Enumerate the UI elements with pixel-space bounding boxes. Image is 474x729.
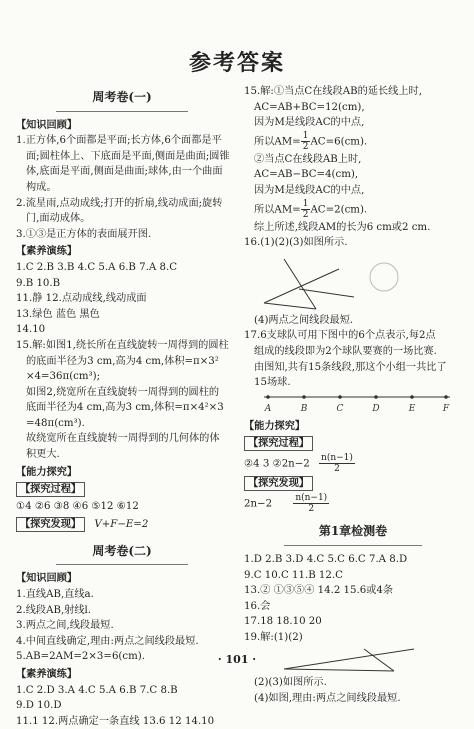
fill-answers: 11.静 12.点动成线,线动成面 [16,293,147,305]
answer-line: 11.1 12.两点确定一条直线 13.6 12 14.10 [16,715,215,727]
text-line: AC=AB−BC=4(cm), [254,169,359,181]
text-line: 体,底面是平面,侧面是曲面;球体,由一个曲面 [26,166,223,178]
left-column [16,84,228,729]
point-label-c: C [336,403,344,414]
text-line: 组成的线段即为2个球队要赛的一场比赛. [254,345,437,357]
answer-line: 4.中间直线确定,理由:两点之间线段最短. [16,635,199,647]
text-line: =48π(cm³). [26,417,85,429]
text-line: 1.正方体,6个面都是平面;长方体,6个面都是平 [16,135,222,147]
line-segment [284,259,316,309]
point-c [338,395,342,399]
section-title: 第1章检测卷 [318,524,388,539]
fraction-denominator: 2 [308,504,315,515]
fraction-denominator: 2 [302,141,309,152]
answer-line: 1.直线AB,直线a. [16,589,94,601]
text-line: 15.解:①当点C在线段AB的延长线上时, [244,86,422,97]
heading-process: 【探究过程】 [16,482,85,497]
fill-answers-2: 13.绿色 蓝色 黑色 [16,308,100,320]
text-line [244,199,462,220]
text-line: AC=AB+BC=12(cm), [254,101,365,113]
answer-line: 16.会 [244,600,271,612]
answer-16-figure [244,251,444,313]
text-line: 底面半径为4 cm,高为3 cm,体积=π×4²×3 [26,402,224,414]
text-line: 构成。 [26,181,57,193]
answer-line: (2)(3)如图所示. [254,677,327,689]
answer-15-right [244,84,462,235]
fraction-numerator: n(n−1) [321,453,353,464]
choice-answers: 1.C 2.B 3.B 4.C 5.A 6.B 7.A 8.C [16,261,177,273]
answer-line: 13.② ①③⑤④ 14.2 15.6或4条 [244,585,394,597]
text-line: 积更大. [26,449,60,461]
answer-15 [16,338,228,463]
fraction-numerator: n(n−1) [295,493,328,504]
point-b [302,395,306,399]
answer-line: 3.两点之间,线段最短. [16,620,114,632]
point-d [374,395,378,399]
text-fragment: 2n−2 [244,498,273,510]
answer-16-reason: (4)两点之间线段最短. [254,314,354,326]
text-line: 因为M是线段AC的中点, [254,184,365,196]
point-label-e: E [408,403,416,414]
answer-16: 16.(1)(2)(3)如图所示. [244,237,348,249]
point-label-d: D [372,403,380,414]
answer-line: 17.18 18.10 20 [244,616,322,628]
heading-finding: 【探究发现】 [16,517,85,532]
answer-line: 9.D 10.D [16,700,62,712]
text-line: 门,面动成体。 [26,213,91,225]
section-weekly-test-2 [16,544,228,566]
answer-line: 1.D 2.B 3.D 4.C 5.C 6.C 7.A 8.D [244,553,408,565]
text-line [244,131,462,152]
fraction [319,453,355,474]
answer-17 [244,328,462,390]
answer-2 [16,196,228,227]
answer-1 [16,133,228,195]
answer-line: 19.解:(1)(2) [244,631,303,643]
heading-ability-right: 【能力探究】 [244,419,306,432]
text-fragment: AC=6(cm). [310,136,368,148]
answer-line: (4)如图,理由:两点之间线段最短. [254,693,401,705]
section-title: 周考卷(一) [92,90,152,104]
section-chapter-test [244,524,462,546]
finding-formula: V+F−E=2 [94,518,149,530]
point-label-b: B [300,403,308,414]
text-line: 2.流星雨,点动成线;打开的折扇,线动成面;旋转 [16,197,223,209]
point-e [410,395,414,399]
heading-review: 【知识回顾】 [16,118,78,131]
section-title: 周考卷(二) [92,543,152,558]
fill-answers-3: 14.10 [16,324,46,336]
text-line: ×4=36π(cm³); [26,371,101,383]
text-fragment: ②4 3 ②2n−2 [244,458,310,470]
text-line: 因为M是线段AC的中点, [254,117,365,129]
line-segment [284,669,394,671]
choice-answers-2: 9.B 10.B [16,277,61,289]
process-answers: ①4 ②6 ③8 ④6 ⑤12 ⑥12 [16,501,139,513]
answer-line: 9.C 10.C 11.B 12.C [244,569,343,581]
text-line: ②当点C在线段AB上时, [254,153,362,165]
heading-practice-2: 【素养演练】 [16,668,78,680]
page-number: · 101 · [217,653,257,666]
answer-3: 3.①③是正方体的表面展开图. [16,228,152,240]
point-f [444,395,448,399]
right-column [244,84,462,707]
answer-line: 5.AB=2AM=2×3=6(cm). [16,651,145,663]
section-weekly-test-1 [16,90,228,112]
divider [56,111,188,112]
fraction-half [301,131,311,152]
point-label-f: F [442,403,450,414]
heading-review-2: 【知识回顾】 [16,572,78,585]
heading-ability: 【能力探究】 [16,465,78,478]
line-segment [264,303,316,309]
divider [56,564,188,565]
text-fragment: 所以AM= [254,204,301,216]
text-fragment: AC=2(cm). [310,204,368,216]
text-line: 由图知,共有15条线段,那这个小组一共比了 [254,361,447,373]
text-line: 面;圆柱体上、下底面是平面,侧面是曲面;圆锥 [26,150,230,162]
process-line [244,453,462,474]
fraction-denominator: 2 [334,464,340,475]
heading-process-right: 【探究过程】 [244,436,313,451]
text-line: 综上所述,线段AM的长为6 cm或2 cm. [254,221,431,233]
text-line: 17.6支球队可用下图中的6个点表示,每2点 [244,330,436,342]
page-title: 参考答案 [188,50,285,76]
heading-practice: 【素养演练】 [16,245,78,258]
answer-line: 2.线段AB,射线l. [16,604,92,616]
text-line: 故绕宽所在直线旋转一周得到的几何体的体 [26,433,220,445]
fraction [293,493,329,514]
text-line: 如图2,绕宽所在直线旋转一周得到的圆柱的 [26,386,220,398]
divider [284,545,422,546]
finding-line [244,493,462,514]
text-line: 15.解:如图1,绕长所在直线旋转一周得到的圆柱 [16,339,229,351]
text-fragment: 所以AM= [254,136,301,148]
point-a [266,395,270,399]
text-line: 15场球. [254,377,291,389]
answer-line: 1.C 2.D 3.A 4.C 5.A 6.B 7.C 8.B [16,684,178,696]
points-line-figure [244,391,462,417]
fraction-denominator: 2 [302,209,309,220]
stamp-mark [370,263,398,291]
fraction-half [301,199,311,220]
fraction-numerator: 1 [302,198,309,209]
fraction-numerator: 1 [302,130,309,141]
point-label-a: A [264,403,272,414]
heading-finding-right: 【探究发现】 [244,476,313,491]
text-line: 的底面半径为3 cm,高为4 cm,体积=π×3² [26,355,219,367]
